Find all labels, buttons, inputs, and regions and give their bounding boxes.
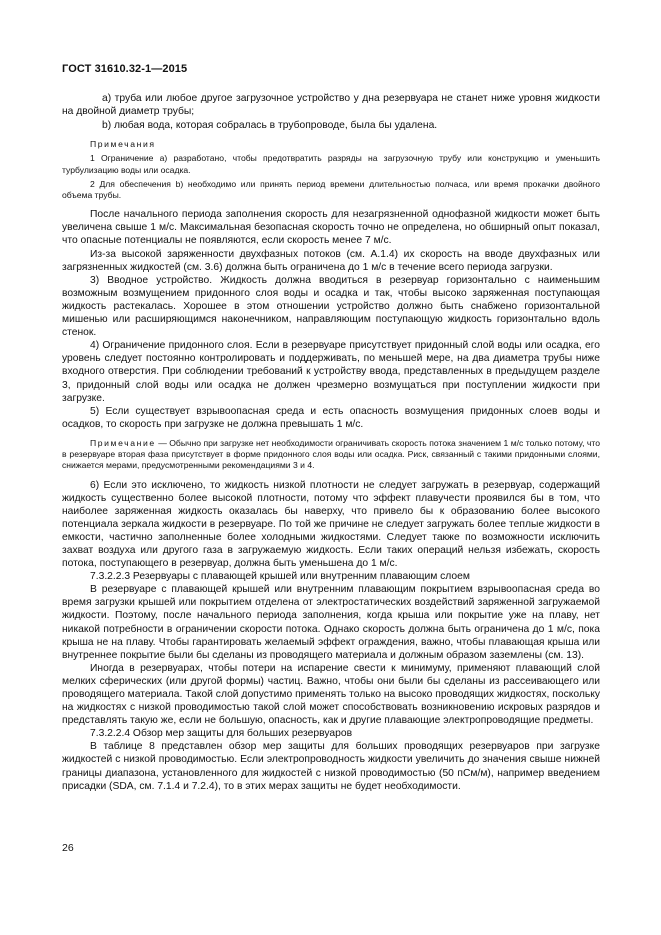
page-number: 26 (62, 842, 74, 854)
paragraph-explosive-atmosphere: 5) Если существует взрывоопасная среда и есть опасность возмущения придонных слоев воды и осадков, то скорость при загрузке не должна превышать 1 м/с. (62, 405, 600, 430)
note-2: 2 Для обеспечения b) необходимо или принять период времени длительностью полчаса, или время прокачки двойного объема трубы. (62, 178, 600, 201)
section-heading-7-3-2-2-4: 7.3.2.2.4 Обзор мер защиты для больших резервуаров (90, 728, 353, 740)
paragraph-inlet-device: 3) Вводное устройство. Жидкость должна вводиться в резервуар горизонтально с наименьшим возможным возмущением придонного слоя воды и осадка и так, чтобы высоко заряженная поступающая жидкость растекалась. Хорошее в этом отношении устройство должно быть снабжено горизонтальной мишенью или расширяющимся наконечником, направляющим поступающую жидкость горизонтально вдоль стенок. (62, 274, 600, 339)
notes-heading: Примечания (90, 139, 156, 150)
paragraph-low-density: 6) Если это исключено, то жидкость низкой плотности не следует загружать в резервуар, содержащий жидкость существенно более высокой плотности, потому что эффект плавучести проявился бы в том, что наиболее заряженная жидкость оказалась бы наверху, что привело бы к образованию более высокого потенциала зеркала жидкости в резервуаре. По той же причине не следует загружать более теплые жидкости в емкости, частично заполненные более холодными жидкостями. Следует также по возможности исключить захват воздуха или другого газа в загружаемую жидкость. Если таких операций нельзя избежать, скорость потока, поступающего в резервуар, должна быть уменьшена до 1 м/с. (62, 479, 600, 570)
paragraph-table-8-overview: В таблице 8 представлен обзор мер защиты для больших проводящих резервуаров при загрузке жидкостей с низкой проводимостью. Если электропроводность жидкости увеличить до значения свыше нижней границы диапазона, установленного для жидкостей с низкой проводимостью (50 пСм/м), например введением присадки (SDA, см. 7.1.4 и 7.2.4), то в этих мерах защиты не будет необходимости. (62, 741, 600, 792)
note-3-text: — Обычно при загрузке нет необходимости ограничивать скорость потока значением 1 м/с только потому, что в резервуаре вторая фаза присутствует в форме придонного слоя воды или осадка. Риск, связанный с такими придонными слоями, снижается мерами, предусмотренными рекомендациями 3 и 4. (62, 437, 600, 471)
item-b-paragraph: b) любая вода, которая собралась в трубопроводе, была бы удалена. (102, 120, 438, 132)
paragraph-bottom-layer: 4) Ограничение придонного слоя. Если в резервуаре присутствует придонный слой воды или осадка, его уровень следует постоянно контролировать и поддерживать, по меньшей мере, на два диаметра трубы ниже входного отверстия. При соблюдении требований к устройству ввода, представленных в предыдущем разделе 3, придонный слой воды или осадка не должен чрезмерно возмущаться при поступлении жидкости при загрузке. (62, 340, 600, 404)
section-heading-7-3-2-2-3: 7.3.2.2.3 Резервуары с плавающей крышей или внутренним плавающим слоем (90, 571, 470, 583)
note-1: 1 Ограничение а) разработано, чтобы предотвратить разряды на загрузочную трубу или конструкцию и уменьшить турбулизацию воды или осадка. (62, 153, 600, 175)
paragraph-two-phase: Из-за высокой заряженности двухфазных потоков (см. А.1.4) их скорость на вводе двухфазных или загрязненных жидкостей (см. 3.6) должна быть ограничена до 1 м/с в течение всего периода загрузки. (62, 248, 600, 273)
note-3 (62, 438, 600, 472)
document-header: ГОСТ 31610.32-1—2015 (62, 63, 188, 75)
paragraph-floating-roof: В резервуаре с плавающей крышей или внутренним плавающим покрытием взрывоопасная среда во время загрузки крышей или покрытием отделена от электростатических воздействий заряженной загружаемой жидкости. Поэтому, после начального периода заполнения, когда крыша или покрытие уже на плаву, нет никакой потребности в ограничении скорости потока. Однако скорость должна быть ограничена до 1 м/с, пока крыша не на плаву. Чтобы гарантировать желаемый эффект ограждения, важно, чтобы плавающая крыша или внутреннее покрытие были бы сделаны из проводящего материала и должным образом заземлены (см. 13). (62, 584, 600, 661)
note-3-label: Примечание (90, 437, 156, 448)
paragraph-initial-filling: После начального периода заполнения скорость для незагрязненной однофазной жидкости может быть увеличена свыше 1 м/с. Максимальная безопасная скорость точно не определена, но обширный опыт показал, что опасные потенциалы не появляются, если скорость менее 7 м/с. (62, 209, 600, 247)
document-body (62, 92, 600, 793)
item-a-paragraph: а) труба или любое другое загрузочное устройство у дна резервуара не станет ниже уровня жидкости на двойной диаметр трубы; (62, 93, 600, 118)
paragraph-floating-particles: Иногда в резервуарах, чтобы потери на испарение свести к минимуму, применяют плавающий слой мелких сферических (или другой формы) частиц. Важно, чтобы они были бы сделаны из рассеивающего или проводящего материала. Такой слой допустимо применять только на высоко проводящих жидкостях, поскольку на жидкостях с низкой проводимостью такой слой может способствовать возникновению искровых разрядов и представлять такую же, если не большую, опасность, как и другие плавающие электропроводящие предметы. (62, 662, 600, 727)
